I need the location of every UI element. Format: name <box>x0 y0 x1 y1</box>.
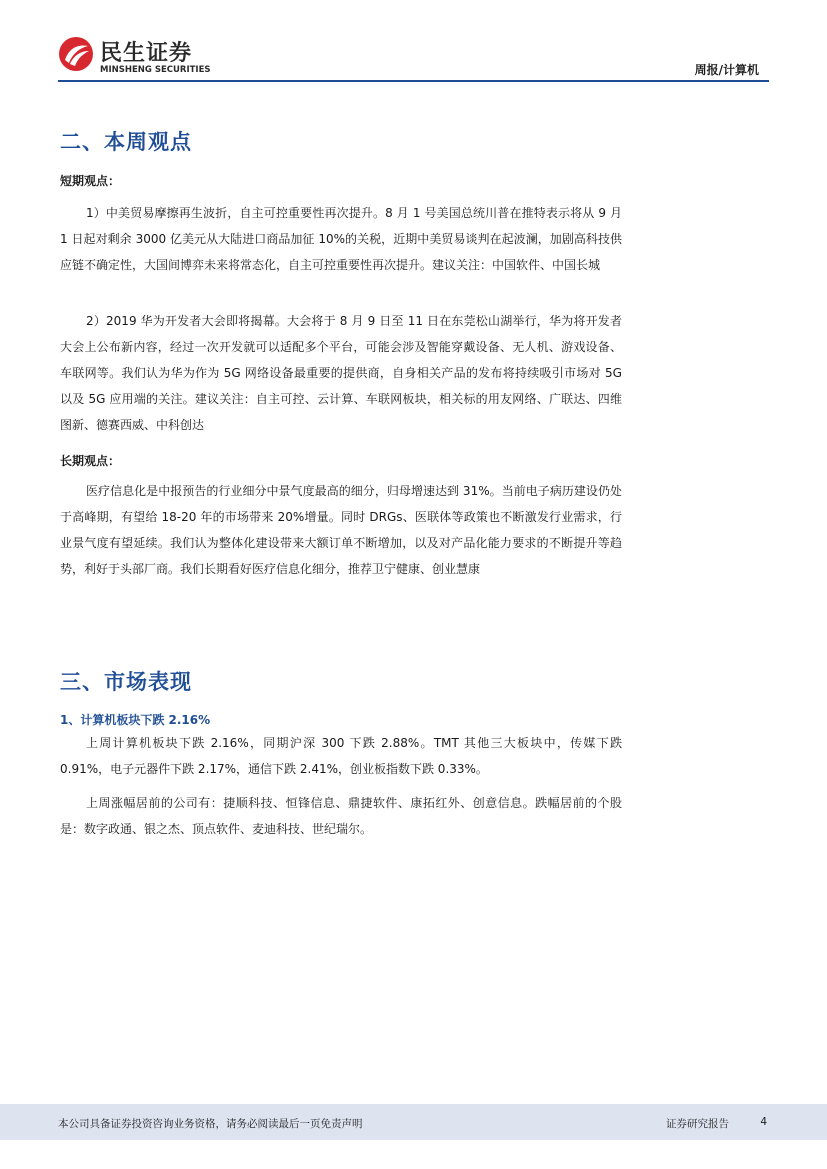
long-term-label: 长期观点： <box>60 454 121 468</box>
company-logo <box>58 36 268 80</box>
subsection-title-computer-sector: 1、计算机板块下跌 2.16% <box>60 713 211 727</box>
minsheng-logo-icon <box>58 36 94 72</box>
footer-report-label: 证券研究报告 <box>666 1118 729 1130</box>
section-title-views: 二、本周观点 <box>60 130 192 154</box>
long-term-paragraph: 医疗信息化是中报预告的行业细分中景气度最高的细分，归母增速达到 31%。当前电子病历建设仍处于高峰期，有望给 18-20 年的市场带来 20%增量。同时 DRGs、医联体等政策也不断激发行业需求，行业景气度有望延续。我们认为整体化建设带来大额订单不断增加，以及对产品化能力要求的不断提升等趋势，利好于头部厂商。我们长期看好医疗信息化细分，推荐卫宁健康、创业慧康 <box>60 484 622 576</box>
market-paragraph-2: 上周涨幅居前的公司有：捷顺科技、恒锋信息、鼎捷软件、康拓红外、创意信息。跌幅居前的个股是：数字政通、银之杰、顶点软件、麦迪科技、世纪瑞尔。 <box>60 796 622 836</box>
short-term-label: 短期观点： <box>60 174 121 188</box>
page-header <box>0 0 827 84</box>
report-category: 周报/计算机 <box>694 63 759 77</box>
market-paragraph-1: 上周计算机板块下跌 2.16%，同期沪深 300 下跌 2.88%。TMT 其他三大板块中，传媒下跌 0.91%，电子元器件下跌 2.17%，通信下跌 2.41%，创业板指数下跌 0.33%。 <box>60 736 622 776</box>
header-divider <box>58 80 769 82</box>
short-term-paragraph-1: 1）中美贸易摩擦再生波折，自主可控重要性再次提升。8 月 1 号美国总统川普在推特表示将从 9 月 1 日起对剩余 3000 亿美元从大陆进口商品加征 10%的关税，近期中美贸易谈判在起波澜，加剧高科技供应链不确定性，大国间博弈未来将常态化，自主可控重要性再次提升。建议关注：中国软件、中国长城 <box>60 206 622 272</box>
page-footer <box>0 1104 827 1140</box>
page-number: 4 <box>760 1116 767 1128</box>
logo-english-name: MINSHENG SECURITIES <box>100 65 211 75</box>
footer-disclaimer: 本公司具备证券投资咨询业务资格，请务必阅读最后一页免责声明 <box>58 1118 363 1130</box>
short-term-paragraph-2: 2）2019 华为开发者大会即将揭幕。大会将于 8 月 9 日至 11 日在东莞松山湖举行，华为将开发者大会上公布新内容，经过一次开发就可以适配多个平台，可能会涉及智能穿戴设备、无人机、游戏设备、车联网等。我们认为华为作为 5G 网络设备最重要的提供商，自身相关产品的发布将持续吸引市场对 5G 以及 5G 应用端的关注。建议关注：自主可控、云计算、车联网板块，相关标的用友网络、广联达、四维图新、德赛西威、中科创达 <box>60 314 622 432</box>
section-title-market: 三、市场表现 <box>60 670 192 694</box>
logo-chinese-name: 民生证券 <box>100 41 193 66</box>
